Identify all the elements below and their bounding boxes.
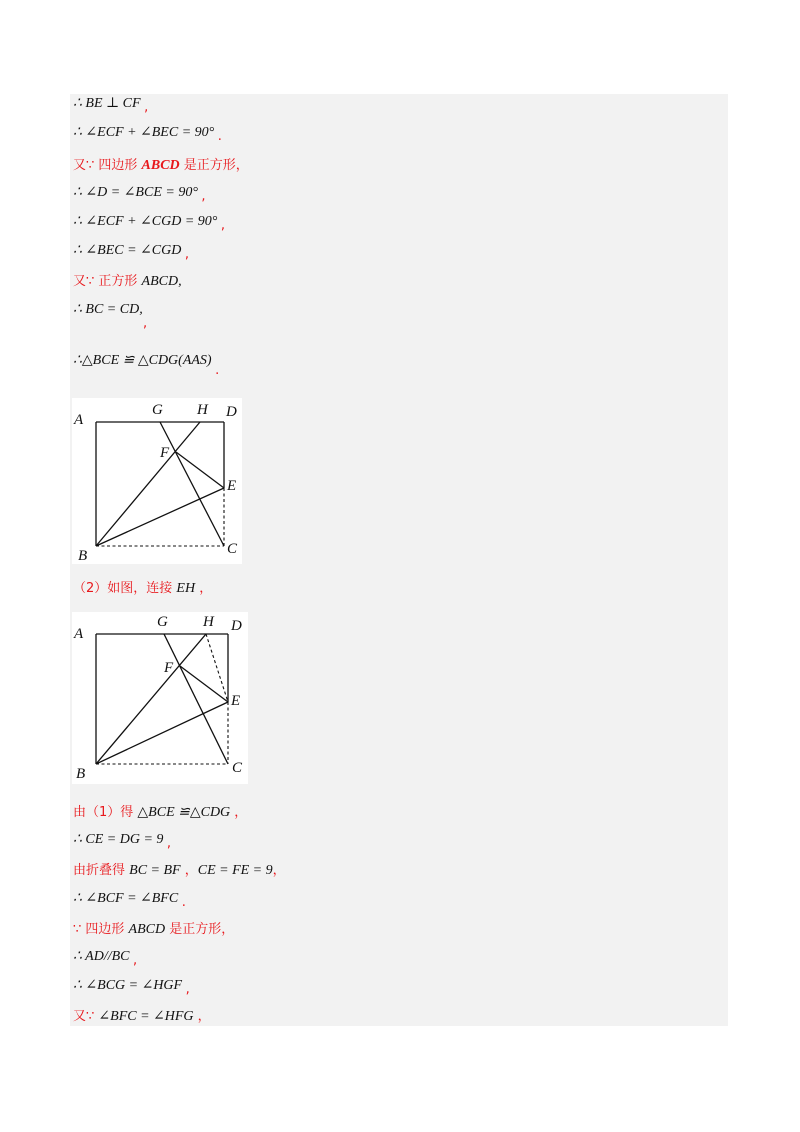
line-9 [73, 352, 220, 378]
punct: , [185, 982, 190, 997]
figure-2 [72, 612, 248, 784]
label-F: F [160, 445, 170, 461]
line-5 [73, 213, 225, 231]
line-10 [73, 580, 212, 598]
math-expr: ABCD, [141, 274, 182, 289]
red-text: 又∵ 正方形 [73, 274, 142, 289]
punct: , [143, 316, 148, 331]
punct: , [133, 953, 138, 968]
math-expr: BC = BF [129, 863, 181, 878]
line-17 [73, 977, 190, 995]
label-B: B [76, 766, 86, 782]
label-A: A [74, 626, 84, 642]
red-text: ， [180, 863, 198, 878]
punct: , [166, 836, 172, 851]
red-text: （2）如图，连接 [73, 581, 177, 596]
line-13 [73, 862, 286, 880]
segment-GC [164, 634, 228, 764]
red-text: ， [272, 863, 286, 878]
math-expr: ∴ ∠ECF + ∠BEC = 90° [73, 125, 215, 140]
punct: , [201, 189, 206, 204]
label-C: C [232, 760, 243, 776]
math-expr: ∴ BC = CD, [73, 302, 143, 317]
math-expr: ∴ CE = DG = 9 [73, 832, 164, 847]
label-H: H [203, 614, 214, 630]
line-18 [73, 1008, 211, 1026]
segment-BH [96, 634, 206, 764]
red-text: ， [193, 1009, 211, 1024]
red-text: ， [195, 581, 213, 596]
punct: . [181, 895, 186, 910]
math-expr: ∴ ∠D = ∠BCE = 90° [73, 185, 198, 200]
red-text: 由（1）得 [73, 805, 138, 820]
label-G: G [157, 614, 168, 630]
punct: , [220, 218, 226, 233]
line-12 [73, 831, 171, 849]
segment-FE [176, 452, 224, 488]
line-6 [73, 242, 189, 260]
line-8 [73, 301, 148, 331]
label-E: E [227, 478, 237, 494]
line-16 [73, 948, 137, 966]
math-expr: ∴ AD//BC [73, 949, 130, 964]
red-text: 又∵ [73, 1009, 99, 1024]
red-text: ， [230, 805, 248, 820]
punct: , [144, 100, 149, 115]
math-expr: ∴ ∠BEC = ∠CGD [73, 243, 182, 258]
line-4 [73, 184, 206, 202]
red-text: 是正方形， [179, 158, 249, 173]
segment-BH [96, 422, 200, 546]
label-D: D [226, 404, 237, 420]
math-expr: CE = FE = 9 [197, 863, 273, 878]
math-expr: ∴ ∠BCF = ∠BFC [73, 891, 179, 906]
label-D: D [231, 618, 242, 634]
red-text: 是正方形， [165, 922, 235, 937]
math-expr: ∴ BE ⊥ CF [73, 96, 141, 111]
line-2 [73, 124, 222, 142]
punct: . [217, 129, 222, 144]
red-text: 由折叠得 [73, 863, 130, 878]
line-11 [73, 804, 247, 822]
label-G: G [152, 402, 163, 418]
segment-BE [96, 488, 224, 546]
label-E: E [231, 693, 241, 709]
math-expr: △BCE ≌△CDG [137, 805, 231, 820]
math-expr: ∴△BCE ≌ △CDG(AAS) [73, 353, 212, 368]
segment-GC [160, 422, 224, 546]
segment-FE [180, 666, 228, 702]
line-7 [73, 273, 182, 291]
red-text: 又∵ 四边形 [73, 158, 142, 173]
label-H: H [197, 402, 208, 418]
red-text: ∵ 四边形 [73, 922, 129, 937]
label-C: C [227, 541, 238, 557]
figure-1 [72, 398, 242, 564]
line-3 [73, 157, 249, 175]
math-expr: ∴ ∠ECF + ∠CGD = 90° [73, 214, 218, 229]
punct: , [184, 247, 189, 262]
math-expr: ∴ ∠BCG = ∠HGF [73, 978, 183, 993]
line-1 [73, 95, 148, 113]
label-A: A [74, 412, 84, 428]
line-15 [73, 921, 234, 939]
segment-BE [96, 702, 228, 764]
red-math: ABCD [141, 158, 180, 173]
math-expr: ABCD [128, 922, 166, 937]
label-F: F [164, 660, 174, 676]
math-expr: EH [176, 581, 196, 596]
dashed-HE [206, 634, 228, 702]
label-B: B [78, 548, 88, 564]
line-14 [73, 890, 186, 908]
punct: . [215, 363, 220, 378]
math-expr: ∠BFC = ∠HFG [98, 1009, 194, 1024]
